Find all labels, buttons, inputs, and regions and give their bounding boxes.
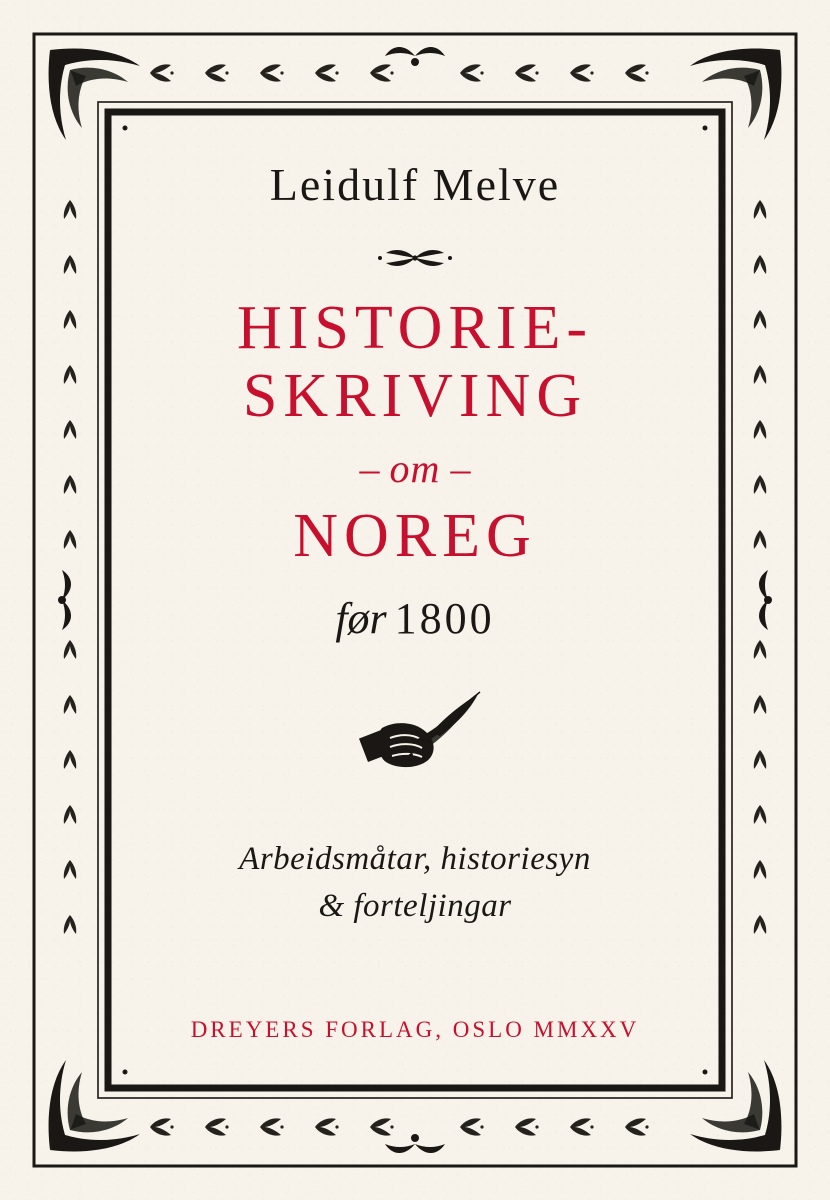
title-connector-word: om	[389, 445, 441, 491]
year-line	[135, 593, 695, 644]
tagline-line-1: Arbeidsmåtar, historiesyn	[239, 840, 591, 877]
hand-holding-quill-emblem	[135, 680, 695, 790]
publisher-imprint: DREYERS FORLAG, OSLO MMXXV	[190, 1017, 640, 1043]
book-title	[135, 293, 695, 570]
title-connector-dash-right: –	[450, 445, 471, 491]
title-line-4: NOREG	[293, 501, 537, 570]
subtitle-tagline	[135, 836, 695, 932]
title-line-2: SKRIVING	[242, 361, 588, 430]
title-line-1: HISTORIE-	[237, 293, 593, 362]
title-connector-dash-left: –	[359, 445, 380, 491]
tagline-line-2: & forteljingar	[318, 888, 512, 925]
leaf-fleuron-ornament	[135, 245, 695, 271]
title-connector	[135, 445, 695, 491]
cover-text-block	[135, 160, 695, 1043]
year-number: 1800	[394, 593, 495, 643]
year-preposition: før	[335, 593, 387, 643]
author-name: Leidulf Melve	[269, 159, 561, 210]
